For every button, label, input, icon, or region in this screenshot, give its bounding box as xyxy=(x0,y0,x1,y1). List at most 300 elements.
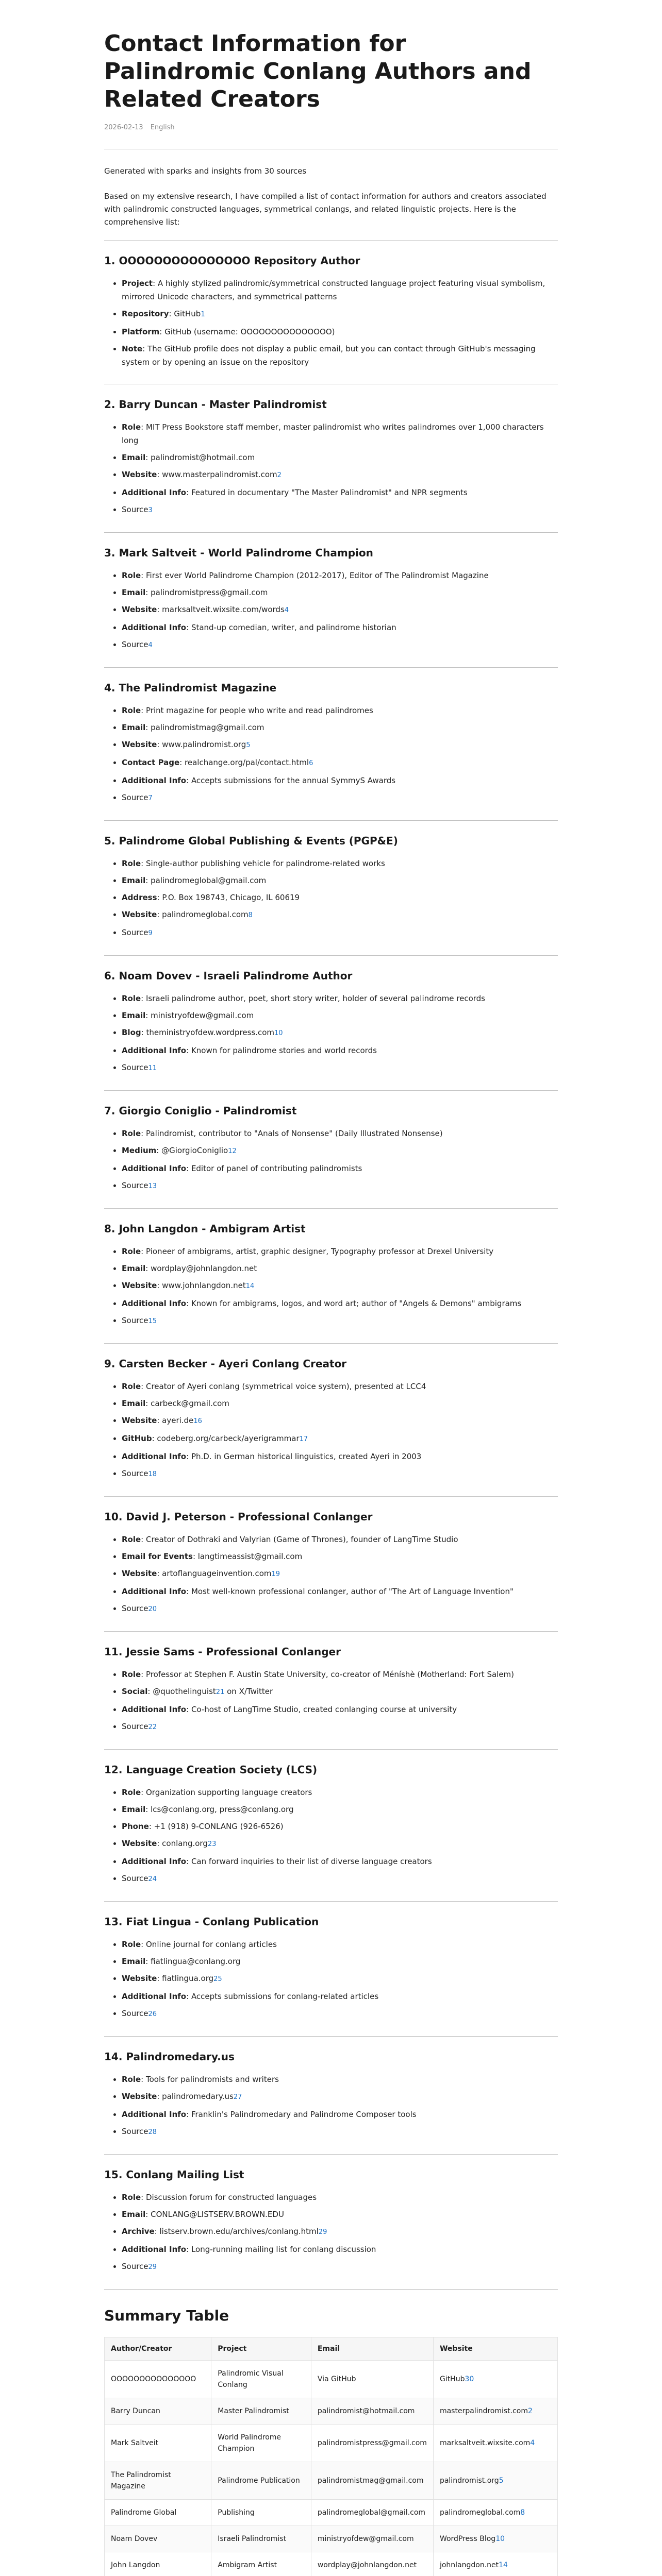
section-heading: 14. Palindromedary.us xyxy=(104,2050,235,2063)
detail-value: Creator of Dothraki and Valyrian (Game of Thrones), founder of LangTime Studio xyxy=(146,1535,458,1544)
detail-value: Stand-up comedian, writer, and palindrome historian xyxy=(191,623,396,632)
col-website: Website xyxy=(433,2337,557,2361)
detail-value: Editor of panel of contributing palindromists xyxy=(191,1164,362,1173)
detail-value: theministryofdew.wordpress.com xyxy=(146,1028,275,1037)
citation-link[interactable]: 27 xyxy=(233,2093,242,2101)
section-heading: 5. Palindrome Global Publishing & Events (PGP&E) xyxy=(104,835,398,847)
cell-author: Noam Dovev xyxy=(105,2526,211,2552)
contact-section xyxy=(104,1902,558,2037)
section-heading: 15. Conlang Mailing List xyxy=(104,2168,244,2181)
table-row xyxy=(105,2361,558,2398)
citation-link[interactable]: 17 xyxy=(299,1435,308,1443)
detail-key: Email xyxy=(122,1011,146,1020)
citation-link[interactable]: 28 xyxy=(148,2128,157,2136)
detail-value: Franklin's Palindromedary and Palindrome Composer tools xyxy=(191,2110,417,2119)
citation-link[interactable]: 4 xyxy=(530,2439,535,2447)
detail-key: Role xyxy=(122,1382,141,1391)
section-heading: 8. John Langdon - Ambigram Artist xyxy=(104,1223,306,1235)
contact-section xyxy=(104,956,558,1091)
detail-value: palindromeglobal.com xyxy=(162,910,249,919)
detail-item: • Social: @quothelinguist21 on X/Twitter xyxy=(122,1685,558,1699)
detail-value: Can forward inquiries to their list of diverse language creators xyxy=(191,1857,432,1866)
detail-value: Long-running mailing list for conlang discussion xyxy=(191,2245,376,2254)
cell-project: Israeli Palindromist xyxy=(211,2526,311,2552)
detail-key: Contact Page xyxy=(122,758,180,767)
citation-link[interactable]: 1 xyxy=(201,311,205,318)
detail-value: @quothelinguist xyxy=(153,1687,216,1696)
detail-item: • Additional Info: Ph.D. in German historical linguistics, created Ayeri in 2003 xyxy=(122,1450,558,1463)
detail-key: Additional Info xyxy=(122,1992,187,2001)
detail-value: codeberg.org/carbeck/ayerigrammar xyxy=(157,1434,300,1443)
contact-section xyxy=(104,533,558,668)
source-label: Source xyxy=(122,2009,148,2018)
detail-item: • Additional Info: Accepts submissions for the annual SymmyS Awards xyxy=(122,774,558,787)
table-row xyxy=(105,2462,558,2500)
detail-key: Additional Info xyxy=(122,623,187,632)
citation-link[interactable]: 9 xyxy=(148,929,153,937)
section-heading: 10. David J. Peterson - Professional Conlanger xyxy=(104,1511,373,1523)
detail-key: Additional Info xyxy=(122,1587,187,1596)
detail-value: www.masterpalindromist.com xyxy=(162,470,277,479)
citation-link[interactable]: 15 xyxy=(148,1317,157,1325)
detail-item: • Additional Info: Co-host of LangTime Studio, created conlanging course at university xyxy=(122,1703,558,1716)
table-row xyxy=(105,2500,558,2526)
summary-body xyxy=(105,2361,558,2576)
detail-value: lcs@conlang.org, press@conlang.org xyxy=(151,1805,294,1814)
detail-item xyxy=(122,1872,558,1886)
cell-email: ministryofdew@gmail.com xyxy=(311,2526,433,2552)
detail-value: palindromeglobal@gmail.com xyxy=(151,876,267,885)
source-label: Source xyxy=(122,2262,148,2271)
detail-key: Role xyxy=(122,1940,141,1949)
citation-link[interactable]: 23 xyxy=(207,1840,217,1848)
detail-key: Role xyxy=(122,571,141,580)
website-text: GitHub xyxy=(439,2375,465,2383)
section-heading: 1. OOOOOOOOOOOOOOO Repository Author xyxy=(104,255,360,267)
detail-key: Role xyxy=(122,422,141,432)
detail-value: realchange.org/pal/contact.html xyxy=(185,758,309,767)
detail-item: • Email: carbeck@gmail.com xyxy=(122,1397,558,1410)
detail-key: Additional Info xyxy=(122,1046,187,1055)
source-label: Source xyxy=(122,1604,148,1613)
detail-item: • Archive: listserv.brown.edu/archives/conlang.html29 xyxy=(122,2225,558,2239)
detail-value: Known for ambigrams, logos, and word art; author of "Angels & Demons" ambigrams xyxy=(191,1299,522,1308)
detail-item xyxy=(122,1602,558,1616)
detail-item: • Additional Info: Known for ambigrams, logos, and word art; author of "Angels & Demons" ambigrams xyxy=(122,1297,558,1310)
detail-key: Website xyxy=(122,1839,157,1848)
detail-value: GitHub xyxy=(174,309,201,318)
citation-link[interactable]: 30 xyxy=(465,2375,474,2383)
cell-website xyxy=(433,2500,557,2526)
detail-item: • Role: Professor at Stephen F. Austin State University, co-creator of Méníshè (Motherland: Fort Salem) xyxy=(122,1668,558,1681)
contact-section xyxy=(104,668,558,821)
summary-table xyxy=(104,2337,558,2576)
detail-key: Role xyxy=(122,2075,141,2084)
detail-value: Pioneer of ambigrams, artist, graphic designer, Typography professor at Drexel University xyxy=(146,1247,494,1256)
source-label: Source xyxy=(122,1063,148,1072)
cell-email: palindromistmag@gmail.com xyxy=(311,2462,433,2500)
detail-item: • Note: The GitHub profile does not display a public email, but you can contact through GitHub's messaging system or by opening an issue on the repository xyxy=(122,342,558,369)
source-label: Source xyxy=(122,1181,148,1190)
detail-list xyxy=(104,1786,558,1886)
cell-website xyxy=(433,2552,557,2576)
detail-item xyxy=(122,1720,558,1734)
detail-list xyxy=(104,2073,558,2139)
detail-key: Email for Events xyxy=(122,1552,193,1561)
detail-key: Website xyxy=(122,1416,157,1425)
citation-link[interactable]: 18 xyxy=(148,1470,157,1478)
contact-section xyxy=(104,2155,558,2290)
website-text: marksaltveit.wixsite.com xyxy=(439,2439,531,2447)
detail-value: Most well-known professional conlanger, author of "The Art of Language Invention" xyxy=(191,1587,514,1596)
citation-link[interactable]: 20 xyxy=(148,1605,157,1613)
detail-item: • Role: First ever World Palindrome Champion (2012-2017), Editor of The Palindromist Magazine xyxy=(122,569,558,582)
detail-item: • Role: Discussion forum for constructed languages xyxy=(122,2191,558,2204)
detail-item: • Role: Print magazine for people who write and read palindromes xyxy=(122,704,558,717)
detail-item: • Website: www.palindromist.org5 xyxy=(122,738,558,752)
cell-project: World Palindrome Champion xyxy=(211,2425,311,2462)
section-heading: 3. Mark Saltveit - World Palindrome Champion xyxy=(104,547,373,559)
citation-link[interactable]: 29 xyxy=(318,2228,327,2236)
citation-link[interactable]: 10 xyxy=(495,2535,505,2543)
detail-item xyxy=(122,2125,558,2139)
contact-section xyxy=(104,821,558,956)
detail-value: Discussion forum for constructed languages xyxy=(146,2193,317,2202)
detail-value: Israeli palindrome author, poet, short story writer, holder of several palindrome records xyxy=(146,994,485,1003)
detail-item xyxy=(122,1314,558,1328)
cell-author: The Palindromist Magazine xyxy=(105,2462,211,2500)
detail-key: Email xyxy=(122,1399,146,1408)
detail-key: Social xyxy=(122,1687,148,1696)
citation-link[interactable]: 5 xyxy=(246,741,251,749)
meta-date: 2026-02-13 xyxy=(104,124,143,131)
citation-link[interactable]: 29 xyxy=(148,2263,157,2271)
website-text: johnlangdon.net xyxy=(439,2561,499,2569)
detail-value: CONLANG@LISTSERV.BROWN.EDU xyxy=(151,2210,284,2219)
detail-item xyxy=(122,2260,558,2274)
citation-link[interactable]: 3 xyxy=(148,506,153,514)
detail-value: Ph.D. in German historical linguistics, created Ayeri in 2003 xyxy=(191,1452,422,1461)
contact-section xyxy=(104,1750,558,1902)
detail-item: • Blog: theministryofdew.wordpress.com10 xyxy=(122,1026,558,1040)
detail-value: Online journal for conlang articles xyxy=(146,1940,277,1949)
detail-key: Email xyxy=(122,453,146,462)
detail-list xyxy=(104,1668,558,1734)
contact-section xyxy=(104,2037,558,2155)
detail-key: Blog xyxy=(122,1028,141,1037)
detail-item: • Email: ministryofdew@gmail.com xyxy=(122,1009,558,1022)
detail-key: Archive xyxy=(122,2227,155,2236)
detail-item: • Website: www.johnlangdon.net14 xyxy=(122,1279,558,1293)
detail-key: Additional Info xyxy=(122,1857,187,1866)
cell-author: Mark Saltveit xyxy=(105,2425,211,2462)
detail-key: Website xyxy=(122,1974,157,1983)
detail-item: • Website: www.masterpalindromist.com2 xyxy=(122,468,558,482)
source-label: Source xyxy=(122,1469,148,1478)
detail-key: Role xyxy=(122,1788,141,1797)
detail-key: Website xyxy=(122,1569,157,1578)
contact-section xyxy=(104,1632,558,1750)
detail-item: • Additional Info: Long-running mailing list for conlang discussion xyxy=(122,2243,558,2256)
detail-value: palindromistpress@gmail.com xyxy=(151,588,268,597)
detail-item xyxy=(122,1467,558,1481)
citation-link[interactable]: 14 xyxy=(499,2561,508,2569)
detail-item: • Role: Israeli palindrome author, poet, short story writer, holder of several palindrome records xyxy=(122,992,558,1005)
detail-item: • Email: lcs@conlang.org, press@conlang.org xyxy=(122,1803,558,1816)
section-heading: 9. Carsten Becker - Ayeri Conlang Creator xyxy=(104,1358,347,1370)
detail-key: Address xyxy=(122,893,157,902)
detail-item: • Role: Tools for palindromists and writers xyxy=(122,2073,558,2086)
detail-value: ayeri.de xyxy=(162,1416,194,1425)
cell-author: OOOOOOOOOOOOOOO xyxy=(105,2361,211,2398)
detail-item: • Repository: GitHub1 xyxy=(122,307,558,321)
citation-link[interactable]: 6 xyxy=(309,759,313,767)
website-text: palindromist.org xyxy=(439,2477,499,2485)
detail-value: fiatlingua@conlang.org xyxy=(151,1957,241,1966)
detail-item xyxy=(122,2007,558,2021)
cell-website xyxy=(433,2462,557,2500)
detail-key: Role xyxy=(122,1670,141,1679)
detail-key: Website xyxy=(122,2092,157,2101)
detail-value: Single-author publishing vehicle for palindrome-related works xyxy=(146,859,385,868)
detail-item: • GitHub: codeberg.org/carbeck/ayerigrammar17 xyxy=(122,1432,558,1446)
detail-key: Email xyxy=(122,723,146,732)
citation-link[interactable]: 19 xyxy=(271,1570,280,1578)
detail-value: palindromistmag@gmail.com xyxy=(151,723,264,732)
detail-value: conlang.org xyxy=(162,1839,208,1848)
detail-item: • Website: artoflanguageinvention.com19 xyxy=(122,1567,558,1581)
sections-container xyxy=(104,241,558,2290)
section-heading: 11. Jessie Sams - Professional Conlanger xyxy=(104,1646,341,1658)
detail-value: www.johnlangdon.net xyxy=(162,1281,246,1290)
detail-value: Accepts submissions for the annual SymmyS Awards xyxy=(191,776,396,785)
source-label: Source xyxy=(122,928,148,937)
detail-item xyxy=(122,638,558,652)
cell-email: Via GitHub xyxy=(311,2361,433,2398)
section-heading: 6. Noam Dovev - Israeli Palindrome Author xyxy=(104,970,353,982)
cell-author: John Langdon xyxy=(105,2552,211,2576)
detail-item xyxy=(122,791,558,805)
detail-value: Palindromist, contributor to "Anals of Nonsense" (Daily Illustrated Nonsense) xyxy=(146,1129,443,1138)
detail-list xyxy=(104,857,558,940)
detail-value: Known for palindrome stories and world records xyxy=(191,1046,377,1055)
detail-item xyxy=(122,926,558,940)
detail-item: • Role: Palindromist, contributor to "Anals of Nonsense" (Daily Illustrated Nonsense) xyxy=(122,1127,558,1140)
detail-list xyxy=(104,277,558,369)
source-label: Source xyxy=(122,505,148,514)
detail-item: • Email: palindromistpress@gmail.com xyxy=(122,586,558,599)
detail-list xyxy=(104,1938,558,2021)
detail-item: • Email: CONLANG@LISTSERV.BROWN.EDU xyxy=(122,2208,558,2221)
detail-item: • Email: palindromist@hotmail.com xyxy=(122,451,558,464)
citation-link[interactable]: 21 xyxy=(216,1688,225,1696)
contact-section xyxy=(104,1344,558,1497)
contact-section xyxy=(104,1209,558,1344)
detail-key: Role xyxy=(122,2193,141,2202)
detail-item: • Website: fiatlingua.org25 xyxy=(122,1972,558,1986)
detail-item: • Role: Organization supporting language creators xyxy=(122,1786,558,1799)
detail-key: Additional Info xyxy=(122,776,187,785)
detail-value: Co-host of LangTime Studio, created conlanging course at university xyxy=(191,1705,457,1714)
detail-value: listserv.brown.edu/archives/conlang.html xyxy=(159,2227,319,2236)
citation-link[interactable]: 10 xyxy=(274,1029,283,1037)
detail-item: • Project: A highly stylized palindromic/symmetrical constructed language project featuring visual symbolism, mirrored Unicode characters, and symmetrical patterns xyxy=(122,277,558,303)
detail-value: Professor at Stephen F. Austin State University, co-creator of Méníshè (Motherland: Fort Salem) xyxy=(146,1670,515,1679)
contact-section xyxy=(104,241,558,384)
detail-value: www.palindromist.org xyxy=(162,740,246,749)
detail-key: Role xyxy=(122,706,141,715)
meta-line xyxy=(104,124,558,131)
detail-key: Role xyxy=(122,1129,141,1138)
source-label: Source xyxy=(122,793,148,802)
detail-value: Accepts submissions for conlang-related articles xyxy=(191,1992,379,2001)
cell-website xyxy=(433,2425,557,2462)
table-row xyxy=(105,2425,558,2462)
detail-key: Email xyxy=(122,2210,146,2219)
detail-item: • Email: palindromeglobal@gmail.com xyxy=(122,874,558,887)
detail-value: Print magazine for people who write and read palindromes xyxy=(146,706,373,715)
detail-list xyxy=(104,420,558,517)
detail-item: • Role: Creator of Dothraki and Valyrian (Game of Thrones), founder of LangTime Studio xyxy=(122,1533,558,1546)
website-text: masterpalindromist.com xyxy=(439,2407,528,2415)
cell-project: Ambigram Artist xyxy=(211,2552,311,2576)
citation-link[interactable]: 12 xyxy=(228,1147,237,1155)
section-heading: 2. Barry Duncan - Master Palindromist xyxy=(104,398,327,411)
detail-value: Organization supporting language creators xyxy=(146,1788,312,1797)
source-label: Source xyxy=(122,1874,148,1883)
detail-value: Tools for palindromists and writers xyxy=(146,2075,279,2084)
detail-list xyxy=(104,2191,558,2274)
detail-value: Creator of Ayeri conlang (symmetrical voice system), presented at LCC4 xyxy=(146,1382,426,1391)
detail-key: Role xyxy=(122,994,141,1003)
detail-key: Additional Info xyxy=(122,1452,187,1461)
detail-value: palindromedary.us xyxy=(162,2092,234,2101)
source-label: Source xyxy=(122,640,148,649)
detail-item: • Additional Info: Editor of panel of contributing palindromists xyxy=(122,1162,558,1175)
detail-item: • Website: palindromeglobal.com8 xyxy=(122,908,558,922)
detail-item xyxy=(122,1179,558,1193)
detail-item: • Phone: +1 (918) 9-CONLANG (926-6526) xyxy=(122,1820,558,1833)
page-title: Contact Information for Palindromic Conlang Authors and Related Creators xyxy=(104,30,532,112)
cell-website xyxy=(433,2361,557,2398)
detail-value: wordplay@johnlangdon.net xyxy=(151,1264,257,1273)
citation-link[interactable]: 14 xyxy=(245,1282,255,1290)
section-heading: 13. Fiat Lingua - Conlang Publication xyxy=(104,1916,319,1928)
document xyxy=(104,0,558,2576)
detail-value: artoflanguageinvention.com xyxy=(162,1569,272,1578)
contact-section xyxy=(104,1091,558,1209)
contact-section xyxy=(104,1497,558,1632)
detail-value: @GiorgioConiglio xyxy=(161,1146,228,1155)
detail-item: • Role: Single-author publishing vehicle for palindrome-related works xyxy=(122,857,558,870)
detail-item: • Email: fiatlingua@conlang.org xyxy=(122,1955,558,1968)
detail-item: • Additional Info: Most well-known professional conlanger, author of "The Art of Language Invention" xyxy=(122,1585,558,1598)
summary-header-row xyxy=(105,2337,558,2361)
detail-value: GitHub (username: OOOOOOOOOOOOOOO) xyxy=(164,327,335,336)
detail-item: • Email for Events: langtimeassist@gmail.com xyxy=(122,1550,558,1563)
cell-author: Barry Duncan xyxy=(105,2398,211,2425)
citation-link[interactable]: 2 xyxy=(528,2407,533,2415)
citation-link[interactable]: 13 xyxy=(148,1182,157,1190)
cell-project: Publishing xyxy=(211,2500,311,2526)
detail-list xyxy=(104,569,558,652)
col-project: Project xyxy=(211,2337,311,2361)
detail-item: • Additional Info: Featured in documentary "The Master Palindromist" and NPR segments xyxy=(122,486,558,499)
citation-link[interactable]: 7 xyxy=(148,794,153,802)
section-heading: 4. The Palindromist Magazine xyxy=(104,682,277,694)
detail-list xyxy=(104,704,558,805)
detail-key: Website xyxy=(122,470,157,479)
cell-website xyxy=(433,2526,557,2552)
citation-link[interactable]: 25 xyxy=(213,1975,222,1983)
detail-item: • Additional Info: Known for palindrome stories and world records xyxy=(122,1044,558,1057)
citation-link[interactable]: 8 xyxy=(248,911,253,919)
cell-website xyxy=(433,2398,557,2425)
detail-item: • Additional Info: Franklin's Palindromedary and Palindrome Composer tools xyxy=(122,2108,558,2121)
detail-item: • Additional Info: Can forward inquiries to their list of diverse language creators xyxy=(122,1855,558,1868)
citation-link[interactable]: 22 xyxy=(148,1723,157,1731)
detail-list xyxy=(104,1533,558,1616)
detail-item: • Additional Info: Accepts submissions for conlang-related articles xyxy=(122,1990,558,2003)
citation-link[interactable]: 26 xyxy=(148,2010,157,2018)
cell-email: palindromeglobal@gmail.com xyxy=(311,2500,433,2526)
citation-link[interactable]: 24 xyxy=(148,1875,157,1883)
cell-project: Palindrome Publication xyxy=(211,2462,311,2500)
detail-key: Website xyxy=(122,910,157,919)
detail-item: • Additional Info: Stand-up comedian, writer, and palindrome historian xyxy=(122,621,558,634)
detail-key: Role xyxy=(122,859,141,868)
contact-section xyxy=(104,384,558,533)
detail-key: Additional Info xyxy=(122,488,187,497)
detail-key: Medium xyxy=(122,1146,157,1155)
detail-tail: on X/Twitter xyxy=(224,1687,273,1696)
detail-item xyxy=(122,1061,558,1075)
detail-key: Email xyxy=(122,1805,146,1814)
cell-email: wordplay@johnlangdon.net xyxy=(311,2552,433,2576)
citation-link[interactable]: 4 xyxy=(148,641,153,649)
detail-value: ministryofdew@gmail.com xyxy=(151,1011,254,1020)
detail-value: marksaltveit.wixsite.com/words xyxy=(162,605,285,614)
detail-value: A highly stylized palindromic/symmetrical constructed language project featuring visual symbolism, mirrored Unicode characters, and symmetrical patterns xyxy=(122,279,545,301)
detail-key: Email xyxy=(122,588,146,597)
detail-item: • Role: Online journal for conlang articles xyxy=(122,1938,558,1951)
citation-link[interactable]: 2 xyxy=(277,471,282,479)
citation-link[interactable]: 8 xyxy=(520,2509,525,2517)
detail-key: Additional Info xyxy=(122,1705,187,1714)
detail-item: • Website: marksaltveit.wixsite.com/words4 xyxy=(122,603,558,617)
detail-item: • Role: Pioneer of ambigrams, artist, graphic designer, Typography professor at Drexel University xyxy=(122,1245,558,1258)
detail-key: Project xyxy=(122,279,153,288)
summary-heading: Summary Table xyxy=(104,2307,229,2324)
source-label: Source xyxy=(122,2127,148,2136)
detail-key: GitHub xyxy=(122,1434,152,1443)
citation-link[interactable]: 4 xyxy=(284,606,289,614)
cell-author: Palindrome Global xyxy=(105,2500,211,2526)
citation-link[interactable]: 16 xyxy=(193,1417,202,1425)
detail-list xyxy=(104,1127,558,1193)
detail-item: • Address: P.O. Box 198743, Chicago, IL 60619 xyxy=(122,891,558,904)
citation-link[interactable]: 11 xyxy=(148,1064,157,1072)
col-author: Author/Creator xyxy=(105,2337,211,2361)
detail-item: • Website: palindromedary.us27 xyxy=(122,2090,558,2104)
citation-link[interactable]: 5 xyxy=(499,2477,504,2485)
detail-list xyxy=(104,992,558,1075)
detail-item: • Medium: @GiorgioConiglio12 xyxy=(122,1144,558,1158)
intro-text: Generated with sparks and insights from 30 sources xyxy=(104,166,307,176)
detail-key: Repository xyxy=(122,309,169,318)
section-heading: 7. Giorgio Coniglio - Palindromist xyxy=(104,1105,297,1117)
table-row xyxy=(105,2526,558,2552)
